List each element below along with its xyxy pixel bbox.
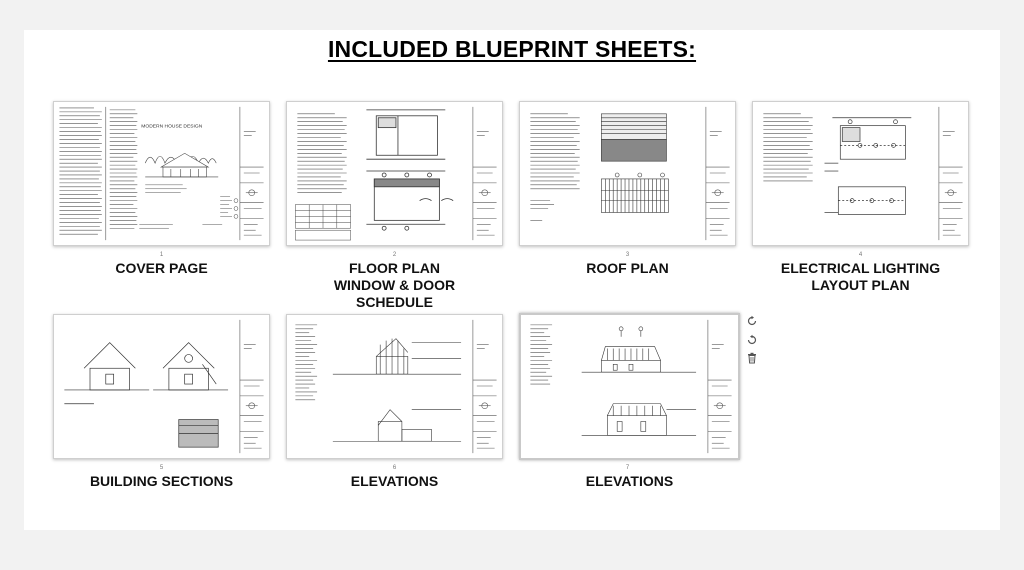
rotate-right-button[interactable] <box>744 313 760 329</box>
rotate-left-button[interactable] <box>744 332 760 348</box>
building-sections-drawing <box>54 315 269 458</box>
delete-button[interactable] <box>744 350 760 366</box>
sheet-number: 6 <box>392 465 397 471</box>
sheet-caption-floor-plan: FLOOR PLAN WINDOW & DOOR SCHEDULE <box>333 260 456 310</box>
elevations-drawing-2 <box>521 315 738 458</box>
trash-icon <box>746 352 758 364</box>
sheet-thumbnail-floor-plan[interactable] <box>286 101 503 246</box>
sheet-caption-cover-page: COVER PAGE <box>115 260 208 276</box>
sheet-thumbnail-building-sections[interactable] <box>53 314 270 459</box>
sheet-caption-building-sections: BUILDING SECTIONS <box>89 473 234 489</box>
sheet-thumbnail-cover-page[interactable] <box>53 101 270 246</box>
page-title: INCLUDED BLUEPRINT SHEETS: <box>327 36 697 62</box>
roof-plan-drawing <box>520 102 735 245</box>
sheet-thumbnail-electrical-plan[interactable] <box>752 101 969 246</box>
sheet-number: 5 <box>159 465 164 471</box>
rotate-ccw-icon <box>746 334 758 346</box>
cover-page-drawing <box>54 102 269 245</box>
sheet-number: 7 <box>625 465 630 471</box>
elevations-drawing-1 <box>287 315 502 458</box>
sheet-thumbnail-roof-plan[interactable] <box>519 101 736 246</box>
sheet-thumbnail-elevations-2[interactable] <box>519 313 740 460</box>
electrical-plan-drawing <box>753 102 968 245</box>
sheet-caption-electrical-plan: ELECTRICAL LIGHTING LAYOUT PLAN <box>780 260 941 293</box>
cover-drawing-title: MODERN HOUSE DESIGN <box>141 124 203 130</box>
sheet-number: 3 <box>625 252 630 258</box>
sheet-number: 2 <box>392 252 397 258</box>
sheet-caption-elevations-1: ELEVATIONS <box>350 473 439 489</box>
rotate-cw-icon <box>746 315 758 327</box>
sheet-number: 4 <box>858 252 863 258</box>
floor-plan-drawing <box>287 102 502 245</box>
sheet-number: 1 <box>159 252 164 258</box>
sheet-thumbnail-elevations-1[interactable] <box>286 314 503 459</box>
sheet-caption-elevations-2: ELEVATIONS <box>585 473 674 489</box>
sheet-caption-roof-plan: ROOF PLAN <box>586 260 669 276</box>
